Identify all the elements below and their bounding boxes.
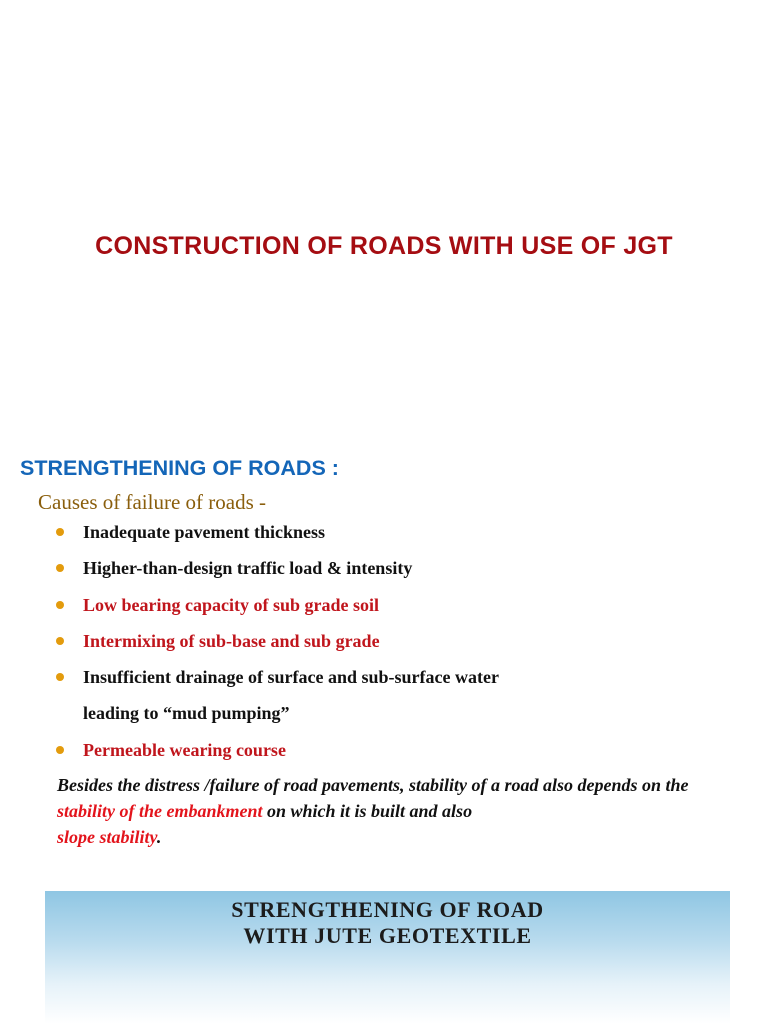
list-item-text: Higher-than-design traffic load & intensity [83,558,413,579]
list-item-text: Permeable wearing course [83,739,286,760]
list-item [52,628,499,664]
banner [45,891,730,1024]
paragraph-text: on which it is built and also [262,801,473,821]
section-heading: STRENGTHENING OF ROADS : [20,456,339,480]
bullet-icon [56,601,64,609]
bullet-icon [56,528,64,536]
list-item-text: Insufficient drainage of surface and sub-surface water [83,667,499,688]
list-item-text: Intermixing of sub-base and sub grade [83,630,380,651]
subheading: Causes of failure of roads - [38,490,267,514]
list-item [52,555,499,591]
bullet-icon [56,564,64,572]
list-item [52,664,499,700]
list-item [52,592,499,628]
bullet-icon [56,637,64,645]
highlight-slope-stability: slope stability [57,827,157,847]
bullet-icon [56,673,64,681]
causes-list [52,519,499,773]
paragraph-text: Besides the distress /failure of road pavements, stability of a road also depends on the [57,775,689,795]
bullet-icon [56,746,64,754]
list-item-text: Low bearing capacity of sub grade soil [83,594,380,615]
banner-line-2: WITH JUTE GEOTEXTILE [243,923,532,948]
paragraph-text: . [156,827,162,847]
list-item-text: Inadequate pavement thickness [83,522,326,542]
stability-paragraph [57,772,747,850]
list-item [52,519,499,555]
banner-title [45,897,730,949]
banner-line-1: STRENGTHENING OF ROAD [231,897,544,922]
list-item-text: leading to “mud pumping” [83,703,290,724]
highlight-embankment: stability of the embankment [57,801,263,821]
page-title: CONSTRUCTION OF ROADS WITH USE OF JGT [95,232,673,260]
list-item [52,737,499,773]
list-item-continuation [52,700,499,736]
